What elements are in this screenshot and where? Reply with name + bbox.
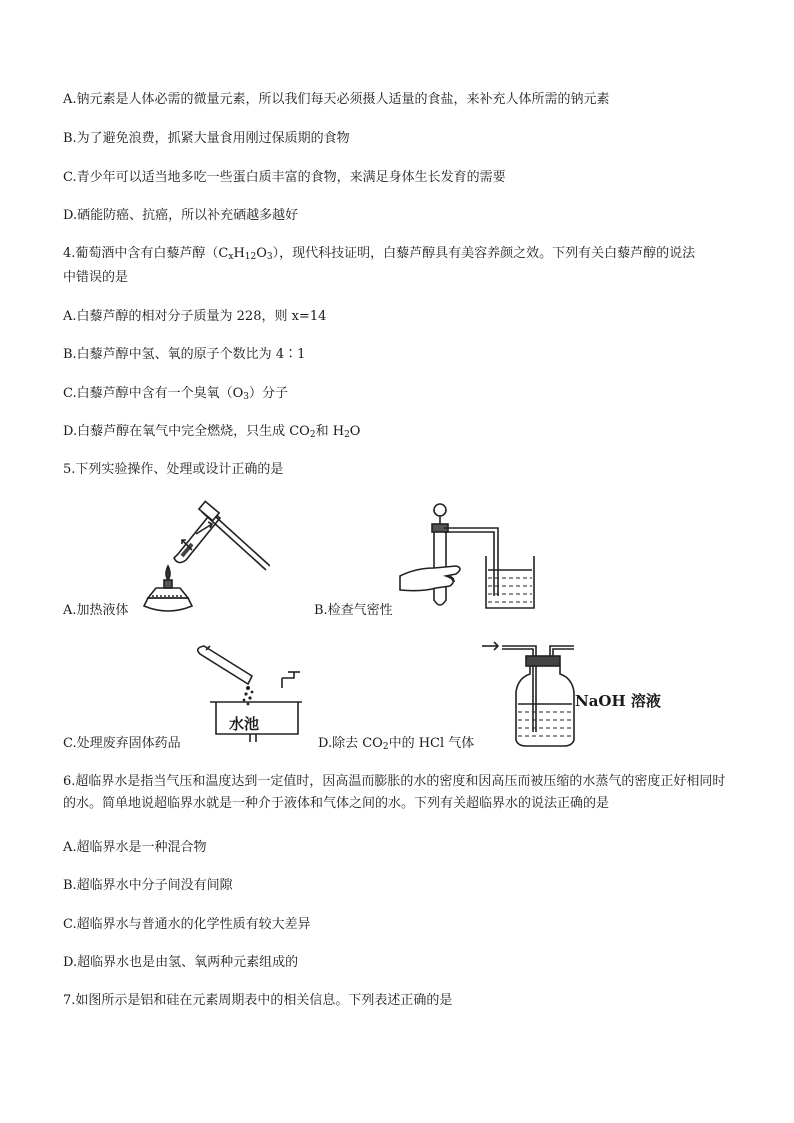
naoh-label: NaOH 溶液 <box>575 692 661 710</box>
q7-stem: 7.如图所示是铝和硅在元素周期表中的相关信息。下列表述正确的是 <box>63 993 453 1008</box>
q5-option-c: C.处理废弃固体药品 <box>63 736 181 751</box>
q4-option-c: C.白藜芦醇中含有一个臭氧$(O_3)$分子 <box>63 386 289 402</box>
q3-option-d: D.硒能防癌、抗癌，所以补充硒越多越好 <box>63 208 299 223</box>
q5-stem: 5.下列实验操作、处理或设计正确的是 <box>63 462 284 477</box>
q6-option-c: C.超临界水与普通水的化学性质有较大差异 <box>63 917 311 932</box>
q3-option-a: A.钠元素是人体必需的微量元素，所以我们每天必须摄人适量的食盐，来补充人体所需的钠元素 <box>63 92 610 107</box>
q6-stem: 6.超临界水是指当气压和温度达到一定值时，因高温而膨胀的水的密度和因高压而被压缩的水蒸气的密度正好相同时的水。简单地说超临界水就是一种介于液体和气体之间的水。下列有关超临界水的说法正确的是 <box>63 774 726 811</box>
q6-option-a: A.超临界水是一种混合物 <box>63 840 207 855</box>
airtightness-figure <box>394 496 544 614</box>
q4-stem-line2: 中错误的是 <box>63 270 129 285</box>
gas-washing-bottle-figure <box>478 636 578 748</box>
q6-option-b: B.超临界水中分子间没有间隙 <box>63 878 233 893</box>
q3-option-b: B.为了避免浪费，抓紧大量食用刚过保质期的食物 <box>63 131 350 146</box>
q4-stem: 4.葡萄酒中含有白藜芦醇$(C_xH_{12}O_3)$，现代科技证明，白藜芦醇具有美容养颜之效。下列有关白藜芦醇的说法 <box>63 246 696 262</box>
q5-option-d: D.除去 $CO_2$中的 HCl 气体 <box>318 736 475 752</box>
q4-option-d: D.白藜芦醇在氧气中完全燃烧，只生成 $CO_2$和 $H_2O$ <box>63 424 361 440</box>
q5-option-a: A.加热液体 <box>63 603 129 618</box>
q3-option-c: C.青少年可以适当地多吃一些蛋白质丰富的食物，来满足身体生长发育的需要 <box>63 170 506 185</box>
q5-option-b: B.检查气密性 <box>314 603 393 618</box>
q4-option-b: B.白藜芦醇中氢、氧的原子个数比为 4∶1 <box>63 347 306 362</box>
q4-option-a: A.白藜芦醇的相对分子质量为 228，则 x=14 <box>63 309 327 324</box>
sink-label: 水池 <box>229 715 260 733</box>
heating-liquid-figure <box>140 494 270 618</box>
q6-option-d: D.超临界水也是由氢、氧两种元素组成的 <box>63 955 299 970</box>
